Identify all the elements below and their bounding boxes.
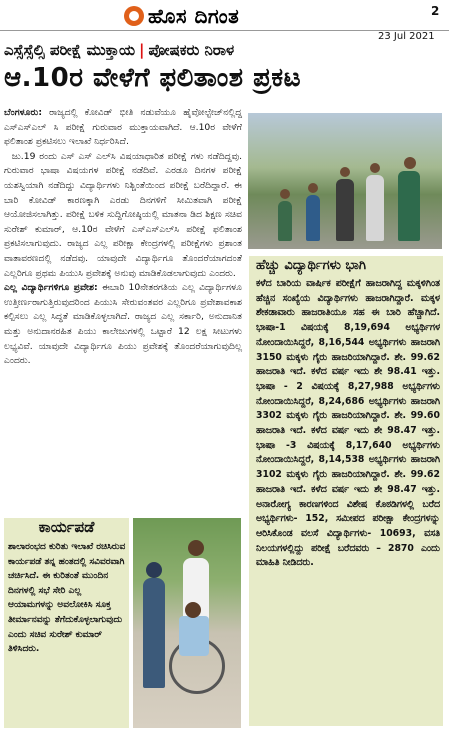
- article-paragraph: [4, 106, 242, 150]
- paragraph-3-text: ಈಬಾರಿ 10ನೇತರಗತಿಯ ಎಲ್ಲ ವಿದ್ಯಾರ್ಥಿಗಳೂ ಉತ್ತೀರ್ಣರಾಗುತ್ತಿರುವುದರಿಂದ ಪಿಯುಸಿ ಸೇರುವಂತವರ ಎಲ್ಲರಿಗೂ ಪ್ರವೇಶಾವಕಾಶ ಕಲ್ಪಿಸಲು ಎಲ್ಲ ಸಿದ್ಧತೆ ಮಾಡಿಕೊಳ್ಳಲಾಗಿದೆ. ರಾಜ್ಯದ ಎಲ್ಲ ಸರ್ಕಾರಿ, ಅನುದಾನಿತ ಮತ್ತು ಅನುದಾನರಹಿತ ಪಿಯು ಕಾಲೇಜುಗಳಲ್ಲಿ ಒಟ್ಟಾರೆ 12 ಲಕ್ಷ ಸೀಟುಗಳು ಲಭ್ಯವಿವೆ. ಯಾವುದೇ ವಿದ್ಯಾರ್ಥಿಗೂ ಪಿಯು ಪ್ರವೇಶಕ್ಕೆ ತೊಂದರೆಯಾಗುವುದಿಲ್ಲ ಎಂದರು.: [4, 282, 242, 367]
- photo-figure-head: [280, 189, 290, 199]
- edition-date: 23 Jul 2021: [378, 31, 435, 42]
- photo-figure-head: [340, 167, 350, 177]
- photo-figure: [143, 578, 165, 688]
- kicker-left: ಎಸ್ಸೆಸ್ಸೆಲ್ಸಿ ಪರೀಕ್ಷೆ ಮುಕ್ತಾಯ: [4, 41, 136, 59]
- task-force-text: ಶಾಲಾರಂಭದ ಕುರಿತು ಇಲಾಖೆ ರಚಿಸಿರುವ ಕಾರ್ಯಪಡೆ ತನ್ನ ಹಂತದಲ್ಲಿ ಸವಿವರವಾಗಿ ಚರ್ಚಿಸಿದೆ. ಈ ಕುರಿತಂತೆ ಮುಂದಿನ ದಿನಗಳಲ್ಲಿ ಸಭೆ ಸೇರಿ ಎಲ್ಲ ಆಯಾಮಗಳನ್ನು ಅವಲೋಕಿಸಿ ಸೂಕ್ತ ತೀರ್ಮಾನವನ್ನು ತೆಗೆದುಕೊಳ್ಳಲಾಗುವುದು ಎಂದು ಸಚಿವ ಸುರೇಶ್ ಕುಮಾರ್ ತಿಳಿಸಿದರು.: [8, 542, 126, 655]
- article-body: [4, 106, 242, 369]
- page-number: 2: [431, 4, 440, 18]
- students-queue-photo: [248, 113, 442, 249]
- kicker-separator: |: [139, 41, 145, 59]
- photo-figure-head: [185, 602, 201, 618]
- photo-figure: [179, 616, 209, 656]
- article-paragraph: [4, 150, 242, 281]
- dateline: ಬೆಂಗಳೂರು:: [4, 107, 42, 118]
- newspaper-name: ಹೊಸ ದಿಗಂತ: [148, 4, 240, 28]
- photo-figure: [398, 171, 420, 241]
- subheading: ಎಲ್ಲ ವಿದ್ಯಾರ್ಥಿಗಳಿಗೂ ಪ್ರವೇಶ:: [4, 282, 98, 294]
- paragraph-2-text: ಜು.19 ರಂದು ಎಸ್ ಎಸ್ ಎಲ್‌ಸಿ ವಿಷಯಾಧಾರಿತ ಪರೀಕ್ಷೆ ಗಳು ನಡೆದಿದ್ದವು. ಗುರುವಾರ ಭಾಷಾ ವಿಷಯಗಳ ಪರೀಕ್ಷೆ ನಡೆದಿವೆ. ಎರಡೂ ದಿನಗಳ ಪರೀಕ್ಷೆ ಯಶಸ್ವಿಯಾಗಿ ನಡೆದಿದ್ದು ವಿದ್ಯಾರ್ಥಿಗಳು ನಿಶ್ಚಿಂತೆಯಿಂದ ಪರೀಕ್ಷೆ ಬರೆದಿದ್ದಾರೆ. ಈ ಬಾರಿ ಕೋವಿಡ್ ಕಾರಣಕ್ಕಾಗಿ ಎರಡು ದಿನಗಳಿಗೆ ಸೀಮಿತವಾಗಿ ಪರೀಕ್ಷೆ ಆಯೋಜಿಸಲಾಗಿತ್ತು. ಪರೀಕ್ಷೆ ಬಳಿಕ ಸುದ್ದಿಗೋಷ್ಠಿಯಲ್ಲಿ ಮಾತನಾ ಡಿದ ಶಿಕ್ಷಣ ಸಚಿವ ಸುರೇಶ್ ಕುಮಾರ್, ಆ.10ರ ವೇಳೆಗೆ ಎಸ್‌ಎಸ್‌ಎಲ್‌ಸಿ ಪರೀಕ್ಷೆ ಫಲಿತಾಂಶ ಪ್ರಕಟಿಸಲಾಗುವುದು. ರಾಜ್ಯದ ಎಲ್ಲ ಪರೀಕ್ಷಾ ಕೇಂದ್ರಗಳಲ್ಲಿ ಪರೀಕ್ಷೆಗಳು ಪ್ರಶಾಂತ ವಾತಾವರಣದಲ್ಲಿ ನಡೆದವು. ಯಾವುದೇ ವಿದ್ಯಾರ್ಥಿಗೂ ತೊಂದರೆಯಾಗದಂತೆ ಎಲ್ಲರಿಗೂ ಪ್ರಥಮ ಪಿಯುಸಿ ಪ್ರವೇಶಕ್ಕೆ ಅನುವು ಮಾಡಿಕೊಡಲಾಗುವುದು ಎಂದರು.: [4, 150, 242, 279]
- sun-logo-icon: [124, 6, 144, 26]
- photo-figure-head: [308, 183, 318, 193]
- photo-figure-head: [404, 157, 416, 169]
- wheelchair-student-photo: [133, 518, 241, 728]
- sidebar-text: ಕಳೆದ ಬಾರಿಯ ವಾರ್ಷಿಕ ಪರೀಕ್ಷೆಗೆ ಹಾಜರಾಗಿದ್ದ ಮಕ್ಕಳಿಗಿಂತ ಹೆಚ್ಚಿನ ಸಂಖ್ಯೆಯ ವಿದ್ಯಾರ್ಥಿಗಳು ಹಾಜರಾಗಿದ್ದಾರೆ. ಮಕ್ಕಳ ಶೇಕಡಾವಾರು ಹಾಜರಾತಿಯೂ ಸಹ ಈ ಬಾರಿ ಹೆಚ್ಚಾಗಿದೆ. ಭಾಷಾ-1 ವಿಷಯಕ್ಕೆ 8,19,694 ಅಭ್ಯರ್ಥಿಗಳ ನೋಂದಾಯಿಸಿದ್ದರೆ, 8,16,544 ಅಭ್ಯರ್ಥಿಗಳು ಹಾಜರಾಗಿ 3150 ಮಕ್ಕಳು ಗೈರು ಹಾಜರಿಯಾಗಿದ್ದಾರೆ. ಶೇ. 99.62 ಹಾಜರಾತಿ ಇದೆ. ಕಳೆದ ವರ್ಷ ಇದು ಶೇ 98.41 ಇತ್ತು. ಭಾಷಾ - 2 ವಿಷಯಕ್ಕೆ 8,27,988 ಅಭ್ಯರ್ಥಿಗಳು ನೋಂದಾಯಿಸಿದ್ದರೆ, 8,24,686 ಅಭ್ಯರ್ಥಿಗಳು ಹಾಜರಾಗಿ 3302 ಮಕ್ಕಳು ಗೈರು ಹಾಜರಿಯಾಗಿದ್ದಾರೆ. ಶೇ. 99.60 ಹಾಜರಾತಿ ಇದೆ. ಕಳೆದ ವರ್ಷ ಇದು ಶೇ 98.47 ಇತ್ತು. ಭಾಷಾ -3 ವಿಷಯಕ್ಕೆ 8,17,640 ಅಭ್ಯರ್ಥಿಗಳು ನೋಂದಾಯಿಸಿದ್ದರೆ, 8,14,538 ಅಭ್ಯರ್ಥಿಗಳು ಹಾಜರಾಗಿ 3102 ಮಕ್ಕಳು ಗೈರು ಹಾಜರಿಯಾಗಿದ್ದಾರೆ. ಶೇ. 99.62 ಹಾಜರಾತಿ ಇದೆ. ಕಳೆದ ವರ್ಷ ಇದು ಶೇ 98.47 ಇತ್ತು. ಅನಾರೋಗ್ಯ ಕಾರಣಗಳಿಂದ ವಿಶೇಷ ಕೊಠಡಿಗಳಲ್ಲಿ ಬರೆದ ಅಭ್ಯರ್ಥಿಗಳು- 152, ಸಮೀಪದ ಪರೀಕ್ಷಾ ಕೇಂದ್ರಗಳನ್ನು ಆರಿಸಿಕೊಂಡ ವಲಸೆ ವಿದ್ಯಾರ್ಥಿಗಳು- 10693, ವಸತಿ ನಿಲಯಗಳಲ್ಲಿದ್ದು ಪರೀಕ್ಷೆ ಬರೆದವರು – 2870 ಎಂದು ಮಾಹಿತಿ ನೀಡಿದರು.: [256, 278, 440, 569]
- sidebar-heading: ಹೆಚ್ಚು ವಿದ್ಯಾರ್ಥಿಗಳು ಭಾಗಿ: [256, 258, 366, 273]
- headline: ಆ.10ರ ವೇಳೆಗೆ ಫಲಿತಾಂಶ ಪ್ರಕಟ: [4, 63, 302, 93]
- photo-figure: [336, 179, 354, 241]
- photo-figure: [366, 175, 384, 241]
- kicker: [4, 41, 445, 61]
- paragraph-1-text: ರಾಜ್ಯದಲ್ಲಿ ಕೋವಿಡ್ ಭೀತಿ ನಡುವೆಯೂ ಹೈವೋಲ್ಟೇಜ್‌ನಲ್ಲಿದ್ದ ಎಸ್‌ಎಸ್‌ಎಲ್ ಸಿ ಪರೀಕ್ಷೆ ಗುರುವಾರ ಮುಕ್ತಾಯವಾಗಿದೆ. ಆ.10ರ ವೇಳೆಗೆ ಫಲಿತಾಂಶ ಪ್ರಕಟಿಸಲು ಇಲಾಖೆ ನಿರ್ಧರಿಸಿದೆ.: [4, 107, 242, 148]
- photo-figure-head: [370, 163, 380, 173]
- photo-figure: [306, 195, 320, 241]
- task-force-title: ಕಾರ್ಯಪಡೆ: [38, 518, 95, 536]
- photo-figure: [278, 201, 292, 241]
- article-paragraph: [4, 281, 242, 369]
- newspaper-logo: [124, 4, 239, 28]
- photo-figure-head: [146, 562, 162, 578]
- kicker-right: ಪೋಷಕರು ನಿರಾಳ: [148, 41, 235, 59]
- photo-figure-head: [188, 540, 204, 556]
